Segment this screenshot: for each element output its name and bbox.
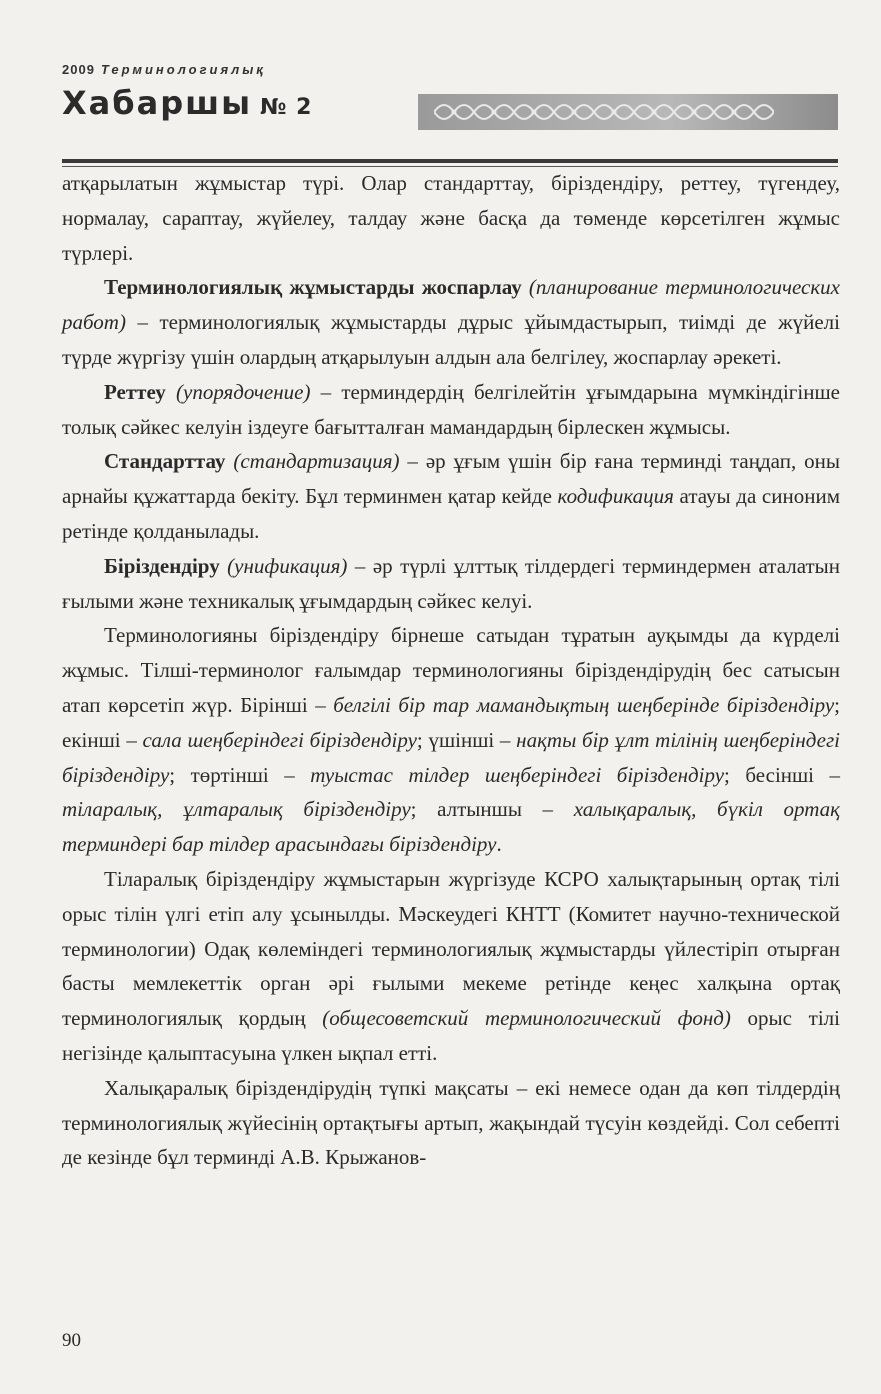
stages-sep-5: ; алтыншы –	[410, 797, 574, 822]
stages-end: .	[496, 832, 502, 857]
paragraph-planning	[62, 270, 840, 374]
term-unification-ru: (унификация)	[227, 553, 348, 578]
term-standardization: Стандарттау	[104, 449, 226, 474]
header-title-line	[62, 82, 842, 128]
definition-unification: – әр түрлі ұлттық тілдердегі терминдермен аталатын ғылыми және техникалық ұғымдардың сәйкес келуі.	[62, 553, 840, 613]
paragraph-standardization	[62, 444, 840, 548]
definition-planning: – терминологиялық жұмыстарды дұрыс ұйымдастырып, тиімді де жүйелі түрде жүргізу үшін олардың атқарылуын алдын ала белгілеу, жоспарлау әрекеті.	[62, 310, 840, 369]
interlingual-text: Тіларалық біріздендіру жұмыстарын жүргізуде КСРО халықтарының ортақ тілі орыс тілін үлгі етіп алу ұсынылды. Мәскеудегі КНТТ (Комитет научно-технической терминологии) Одақ көлеміндегі терминологиялық жұмыстарды үйлестіріп отырған басты мемлекеттік орган әрі ғылыми мекеме ретінде кеңес халқына ортақ терминологиялық қордың	[62, 866, 840, 1031]
header-title-text: Хабаршы	[62, 84, 253, 122]
interlingual-end: орыс тілі негізінде қалыптасуына үлкен ықпал етті.	[62, 1006, 840, 1065]
header-title	[62, 84, 312, 122]
stages-sep-3: ; төртінші –	[169, 762, 311, 787]
stage-5: тіларалық, ұлтаралық біріздендіру	[62, 797, 411, 822]
stage-6: халықаралық, бүкіл ортақ терминдері бар тілдер арасындағы біріздендіру	[62, 797, 840, 857]
term-codification: кодификация	[557, 484, 674, 509]
stages-sep-2: ; үшінші –	[416, 727, 517, 752]
paragraph-1: атқарылатын жұмыстар түрі. Олар стандарттау, біріздендіру, реттеу, түгендеу, нормалау, сараптау, жүйелеу, талдау және басқа да төменде көрсетілген жұмыс түрлері.	[62, 171, 840, 265]
term-ordering-ru: (упорядочение)	[176, 379, 311, 404]
header-issue: № 2	[260, 95, 313, 120]
stages-sep-1: ; екінші –	[62, 692, 840, 752]
page-number: 90	[62, 1330, 81, 1351]
stages-sep-4: ; бесінші –	[724, 762, 841, 787]
definition-ordering: – терминдердің белгілейтін ұғымдарына мүмкіндігінше толық сәйкес келуін іздеуге бағытталған мамандардың бірлескен жұмысы.	[62, 379, 840, 439]
paragraph-ordering	[62, 375, 840, 445]
term-unification: Біріздендіру	[104, 553, 220, 578]
ornament-icon	[434, 94, 774, 130]
stage-2: сала шеңберіндегі біріздендіру	[142, 727, 417, 752]
term-planning: Терминологиялық жұмыстарды жоспарлау	[104, 275, 522, 300]
stage-4: туыстас тілдер шеңберіндегі біріздендіру	[310, 762, 725, 787]
paragraph-unification	[62, 549, 840, 619]
stage-3: нақты бір ұлт тілінің шеңберіндегі біріздендіру	[62, 727, 840, 787]
header-journal-line	[62, 62, 842, 82]
paragraph-stages	[62, 618, 840, 862]
definition-standardization-end: атауы да синоним ретінде қолданылады.	[62, 484, 840, 543]
definition-standardization: – әр ұғым үшін бір ғана терминді таңдап, оны арнайы құжаттарда бекіту. Бұл терминмен қатар кейде	[62, 449, 840, 509]
header-year: 2009	[62, 62, 95, 77]
page-body	[62, 166, 840, 1175]
paragraph-international: Халықаралық біріздендірудің түпкі мақсаты – екі немесе одан да көп тілдердің терминологиялық жүйесінің ортақтығы артып, жақындай түсуін көздейді. Сол себепті де кезінде бұл терминді А.В. Крыжанов-	[62, 1075, 840, 1170]
stage-1: белгілі бір тар мамандықтың шеңберінде біріздендіру	[333, 692, 835, 717]
term-planning-ru: (планирование терминологических работ)	[62, 275, 840, 335]
interlingual-ru-term: (общесоветский терминологический фонд)	[322, 1006, 731, 1031]
header-journal-word: Терминологиялық	[100, 62, 266, 77]
header-rule-thick	[62, 159, 838, 163]
term-standardization-ru: (стандартизация)	[233, 449, 400, 474]
term-ordering: Реттеу	[104, 379, 166, 404]
paragraph-interlingual	[62, 862, 840, 1071]
header-ornament-band	[418, 94, 838, 130]
stages-intro: Терминологияны біріздендіру бірнеше сатыдан тұратын ауқымды да күрделі жұмыс. Тілші-терминолог ғалымдар терминологияны біріздендірудің бес сатысын атап көрсетіп жүр. Бірінші –	[62, 623, 840, 717]
running-header	[62, 62, 842, 128]
